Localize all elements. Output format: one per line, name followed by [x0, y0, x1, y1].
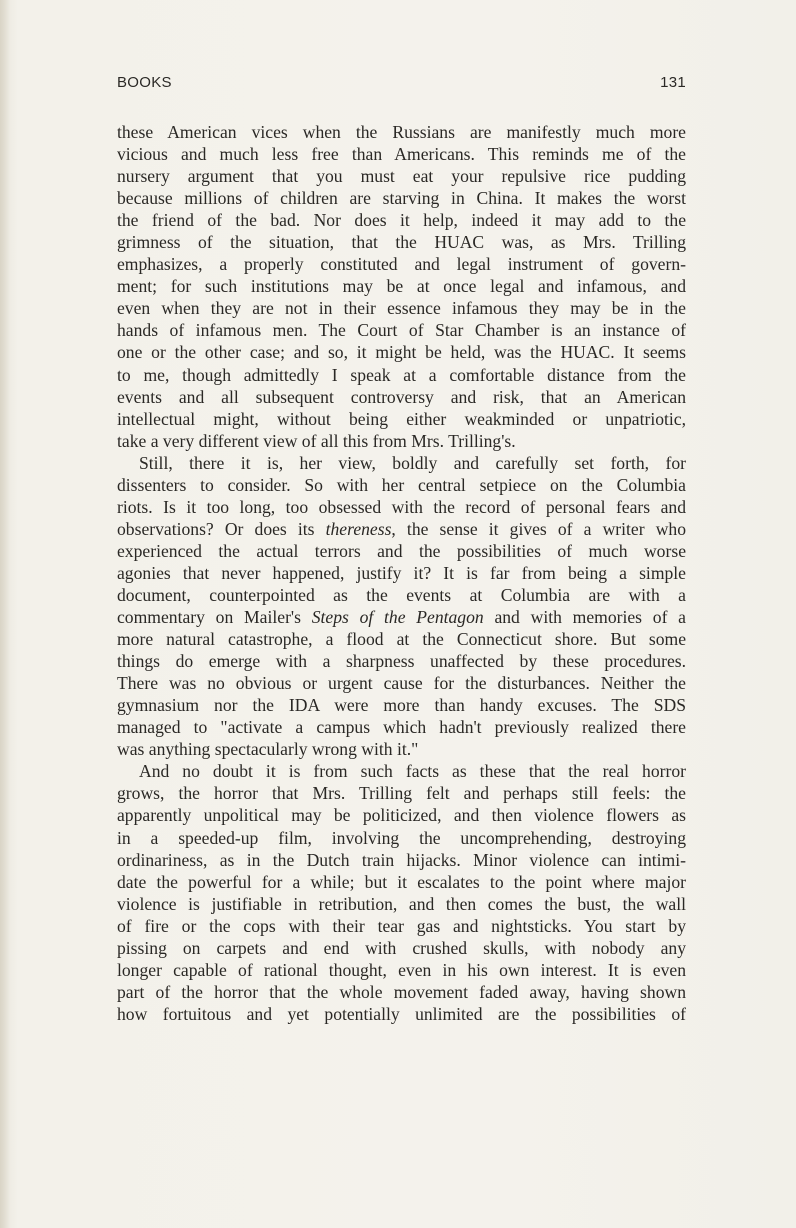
paragraph [117, 121, 686, 452]
text-line: riots. Is it too long, too obsessed with the record of personal fears and [117, 496, 686, 517]
running-head [117, 74, 686, 94]
text-line: apparently unpolitical may be politicized, and then violence flowers as [117, 805, 686, 826]
paragraph [117, 452, 686, 761]
text-line: was anything spectacularly wrong with it." [117, 739, 419, 760]
text-line: these American vices when the Russians are manifestly much more [117, 122, 686, 142]
text-line: grimness of the situation, that the HUAC was, as Mrs. Trilling [117, 232, 686, 253]
text-line: emphasizes, a properly constituted and legal instrument of govern- [117, 254, 686, 275]
text-line: ordinariness, as in the Dutch train hijacks. Minor violence can intimi- [117, 849, 686, 870]
text-line: take a very different view of all this from Mrs. Trilling's. [117, 430, 516, 451]
paragraph [117, 760, 686, 1025]
text-line: gymnasium nor the IDA were more than handy excuses. The SDS [117, 695, 686, 716]
text-line: of fire or the cops with their tear gas and nightsticks. You start by [117, 915, 686, 936]
text-line: the friend of the bad. Nor does it help, indeed it may add to the [117, 210, 686, 231]
body-text [117, 121, 686, 1025]
text-line: ment; for such institutions may be at once legal and infamous, and [117, 276, 686, 297]
text-line: pissing on carpets and end with crushed skulls, with nobody any [117, 937, 686, 958]
text-line: more natural catastrophe, a flood at the Connecticut shore. But some [117, 629, 686, 650]
text-line: managed to "activate a campus which hadn't previously realized there [117, 717, 686, 738]
text-line: There was no obvious or urgent cause for the disturbances. Neither the [117, 673, 686, 694]
spine-shadow [0, 0, 10, 1228]
text-line: in a speeded-up film, involving the uncomprehending, destroying [117, 827, 686, 848]
text-line: experienced the actual terrors and the possibilities of much worse [117, 540, 686, 561]
text-line: even when they are not in their essence infamous they may be in the [117, 298, 686, 319]
text-line: vicious and much less free than Americans. This reminds me of the [117, 144, 686, 165]
text-line: intellectual might, without being either weakminded or unpatriotic, [117, 408, 686, 429]
text-line: longer capable of rational thought, even in his own interest. It is even [117, 959, 686, 980]
text-line: observations? Or does its thereness, the sense it gives of a writer who [117, 518, 686, 539]
text-line: commentary on Mailer's Steps of the Pentagon and with memories of a [117, 607, 686, 628]
text-line: how fortuitous and yet potentially unlimited are the possibilities of [117, 1003, 686, 1024]
text-line: things do emerge with a sharpness unaffected by these procedures. [117, 651, 686, 672]
text-line: agonies that never happened, justify it? It is far from being a simple [117, 562, 686, 583]
text-line: date the powerful for a while; but it escalates to the point where major [117, 871, 686, 892]
text-line: because millions of children are starving in China. It makes the worst [117, 188, 686, 209]
text-line: grows, the horror that Mrs. Trilling felt and perhaps still feels: the [117, 783, 686, 804]
text-line: events and all subsequent controversy and risk, that an American [117, 386, 686, 407]
text-line: one or the other case; and so, it might be held, was the HUAC. It seems [117, 342, 686, 363]
section-title: BOOKS [117, 74, 172, 91]
text-line: nursery argument that you must eat your repulsive rice pudding [117, 166, 686, 187]
text-line: violence is justifiable in retribution, and then comes the bust, the wall [117, 893, 686, 914]
text-line: And no doubt it is from such facts as these that the real horror [139, 761, 686, 782]
text-line: document, counterpointed as the events at Columbia are with a [117, 584, 686, 605]
text-line: Still, there it is, her view, boldly and carefully set forth, for [139, 452, 686, 473]
text-line: part of the horror that the whole movement faded away, having shown [117, 981, 686, 1002]
text-line: hands of infamous men. The Court of Star Chamber is an instance of [117, 320, 686, 341]
text-line: to me, though admittedly I speak at a comfortable distance from the [117, 364, 686, 385]
page-number: 131 [660, 74, 686, 91]
text-line: dissenters to consider. So with her central setpiece on the Columbia [117, 474, 686, 495]
